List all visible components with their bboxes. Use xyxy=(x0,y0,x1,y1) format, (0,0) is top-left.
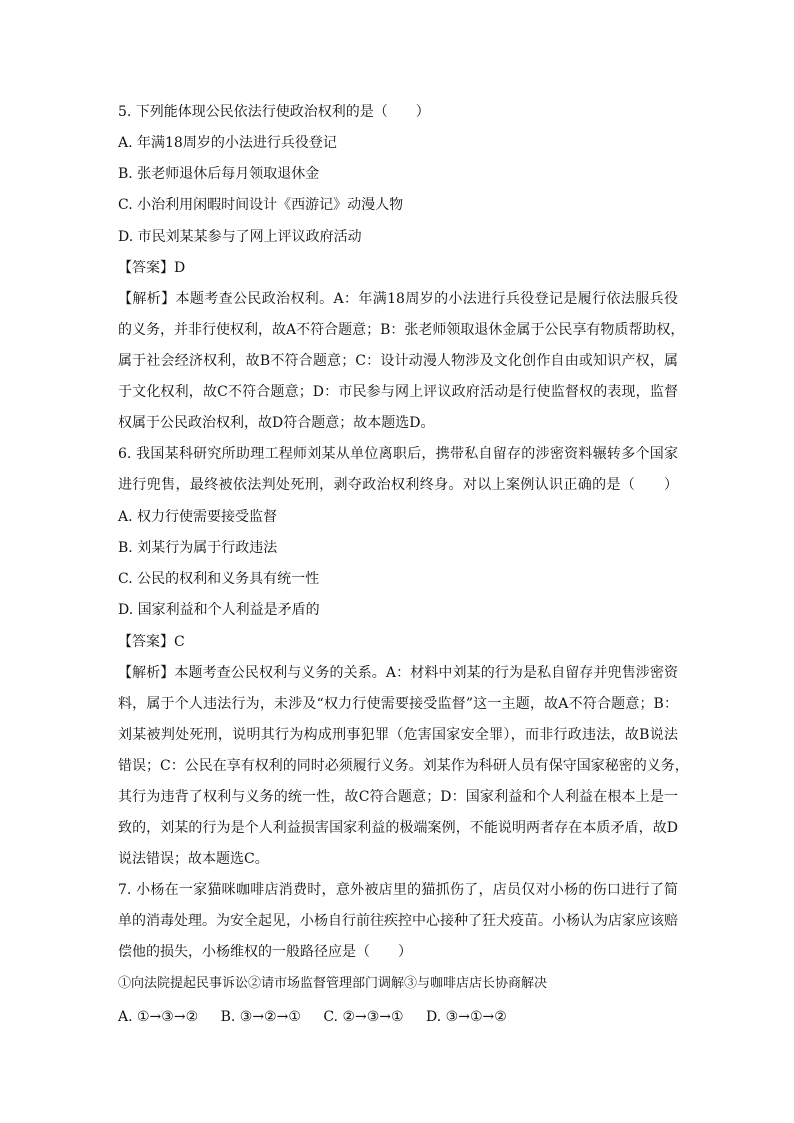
q5-option-a: A. 年满18周岁的小法进行兵役登记 xyxy=(118,135,337,151)
q5-analysis-line: 权属于公民政治权利，故D符合题意；故本题选D。 xyxy=(118,415,435,431)
q5-stem: 5. 下列能体现公民依法行使政治权利的是（ ） xyxy=(118,104,430,120)
q6-option-a: A. 权力行使需要接受监督 xyxy=(118,509,278,525)
q5-option-c: C. 小治利用闲暇时间设计《西游记》动漫人物 xyxy=(118,197,404,213)
q6-option-b: B. 刘某行为属于行政违法 xyxy=(118,540,278,556)
q5-answer: 【答案】D xyxy=(118,260,186,276)
q7-stem-line: 单的消毒处理。为安全起见，小杨自行前往疾控中心接种了狂犬疫苗。小杨认为店家应该赔 xyxy=(118,913,678,929)
q7-stem-line: 偿他的损失，小杨维权的一般路径应是（ ） xyxy=(118,944,412,960)
q6-stem-line: 6. 我国某科研究所助理工程师刘某从单位离职后，携带私自留存的涉密资料辗转多个国家 xyxy=(118,446,678,462)
q5-analysis-line: 的义务，并非行使权利，故A不符合题意；B：张老师领取退休金属于公民享有物质帮助权， xyxy=(118,322,685,338)
q6-analysis-line: 致的，刘某的行为是个人利益损害国家利益的极端案例，不能说明两者存在本质矛盾，故D xyxy=(118,820,678,836)
q6-stem-line: 进行兜售，最终被依法判处死刑，剥夺政治权利终身。对以上案例认识正确的是（ ） xyxy=(118,477,678,493)
q5-option-d: D. 市民刘某某参与了网上评议政府活动 xyxy=(118,229,362,245)
q6-analysis-line: 料，属于个人违法行为，未涉及“权力行使需要接受监督”这一主题，故A不符合题意；B： xyxy=(118,696,678,712)
q5-analysis-line: 【解析】本题考查公民政治权利。A：年满18周岁的小法进行兵役登记是履行依法服兵役 xyxy=(118,291,678,307)
q6-analysis-line: 其行为违背了权利与义务的统一性，故C符合题意；D：国家利益和个人利益在根本上是一 xyxy=(118,789,678,805)
q7-option-d: D. ③→①→② xyxy=(426,1009,507,1025)
q6-analysis-line: 刘某被判处死刑，说明其行为构成刑事犯罪（危害国家安全罪），而非行政违法，故B说法 xyxy=(118,727,678,743)
q7-stem-line: 7. 小杨在一家猫咪咖啡店消费时，意外被店里的猫抓伤了，店员仅对小杨的伤口进行了简 xyxy=(118,882,678,898)
q6-answer: 【答案】C xyxy=(118,634,185,650)
q7-option-a: A. ①→③→② xyxy=(118,1009,199,1025)
q7-items: ①向法院提起民事诉讼②请市场监督管理部门调解③与咖啡店店长协商解决 xyxy=(118,976,548,991)
q6-analysis-line: 说法错误；故本题选C。 xyxy=(118,851,269,867)
q7-option-b: B. ③→②→① xyxy=(220,1009,301,1025)
q5-option-b: B. 张老师退休后每月领取退休金 xyxy=(118,166,320,182)
q7-option-c: C. ②→③→① xyxy=(323,1009,404,1025)
q6-analysis-line: 错误；C：公民在享有权利的同时必须履行义务。刘某作为科研人员有保守国家秘密的义务， xyxy=(118,758,689,774)
q5-analysis-line: 于文化权利，故C不符合题意；D：市民参与网上评议政府活动是行使监督权的表现，监督 xyxy=(118,384,678,400)
q7-options-row xyxy=(118,1007,678,1027)
q6-option-c: C. 公民的权利和义务具有统一性 xyxy=(118,571,320,587)
q6-option-d: D. 国家利益和个人利益是矛盾的 xyxy=(118,602,320,618)
q6-analysis-line: 【解析】本题考查公民权利与义务的关系。A：材料中刘某的行为是私自留存并兜售涉密资 xyxy=(118,665,678,681)
q5-analysis-line: 属于社会经济权利，故B不符合题意；C：设计动漫人物涉及文化创作自由或知识产权，属 xyxy=(118,353,678,369)
